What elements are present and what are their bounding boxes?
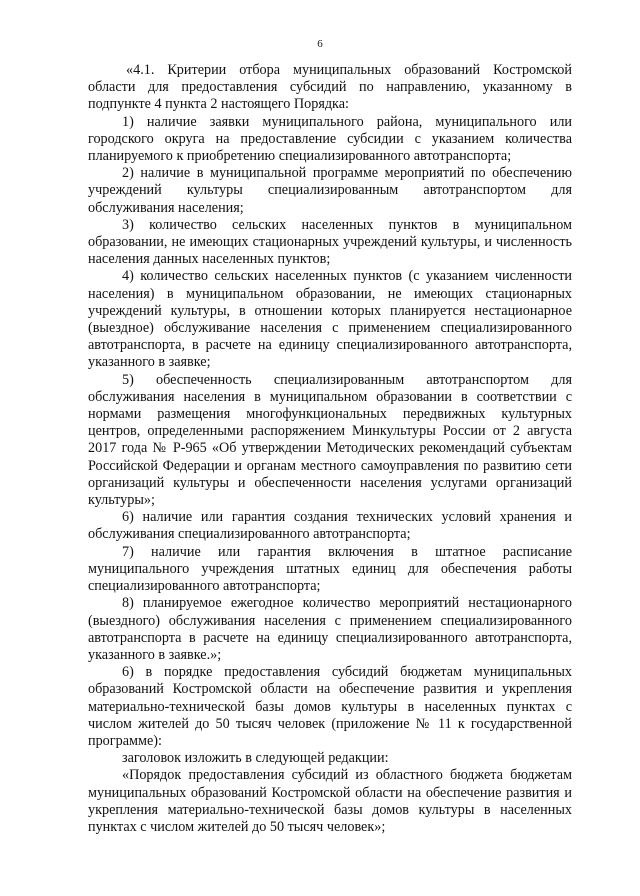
paragraph-criteria-intro: «4.1. Критерии отбора муниципальных образований Костромской области для предоставления субсидий по направлению, указанному в подпункте 4 пункта 2 настоящего Порядка: bbox=[88, 62, 572, 113]
paragraph-item-1: 1) наличие заявки муниципального района, муниципального или городского округа на предоставление субсидии с указанием количества планируемого к приобретению специализированного автотранспорта; bbox=[88, 113, 572, 165]
page-number: 6 bbox=[317, 38, 323, 50]
paragraph-new-heading: «Порядок предоставления субсидий из областного бюджета бюджетам муниципальных образований Костромской области на обеспечение развития и укрепления материально-технической базы домов культуры в населенных пунктах с числом жителей до 50 тысяч человек»; bbox=[88, 767, 572, 835]
paragraph-item-3: 3) количество сельских населенных пунктов в муниципальном образовании, не имеющих стационарных учреждений культуры, и численность населения данных населенных пунктов; bbox=[88, 216, 572, 268]
paragraph-item-6: 6) наличие или гарантия создания технических условий хранения и обслуживания специализированного автотранспорта; bbox=[88, 509, 572, 543]
document-body bbox=[88, 62, 572, 836]
paragraph-item-2: 2) наличие в муниципальной программе мероприятий по обеспечению учреждений культуры специализированным автотранспортом для обслуживания населения; bbox=[88, 165, 572, 216]
paragraph-item-7: 7) наличие или гарантия включения в штатное расписание муниципального учреждения штатных единиц для обеспечения работы специализированного автотранспорта; bbox=[88, 543, 572, 595]
paragraph-item-5: 5) обеспеченность специализированным автотранспортом для обслуживания населения в муниципальном образовании в соответствии с нормами размещения многофункциональных передвижных культурных центров, определенными распоряжением Минкультуры России от 2 августа 2017 года № Р-965 «Об утверждении Методических рекомендаций субъектам Российской Федерации и органам местного самоуправления по развитию сети организаций культуры и обеспеченности населения услугами организаций культуры»; bbox=[88, 371, 572, 509]
paragraph-heading-instruction: заголовок изложить в следующей редакции: bbox=[122, 750, 389, 767]
paragraph-item-4: 4) количество сельских населенных пунктов (с указанием численности населения) в муниципальном образовании, не имеющих стационарных учреждений культуры, в отношении которых планируется нестационарное (выездное) обслуживание населения с применением специализированного автотранспорта, в расчете на единицу специализированного автотранспорта, указанного в заявке; bbox=[88, 268, 572, 371]
paragraph-item-8: 8) планируемое ежегодное количество мероприятий нестационарного (выездного) обслуживания населения с применением специализированного автотранспорта в расчете на единицу специализированного автотранспорта, указанного в заявке.»; bbox=[88, 595, 572, 663]
paragraph-amendment-6: 6) в порядке предоставления субсидий бюджетам муниципальных образований Костромской области на обеспечение развития и укрепления материально-технической базы домов культуры в населенных пунктах с числом жителей до 50 тысяч человек (приложение № 11 к государственной программе): bbox=[88, 664, 572, 749]
